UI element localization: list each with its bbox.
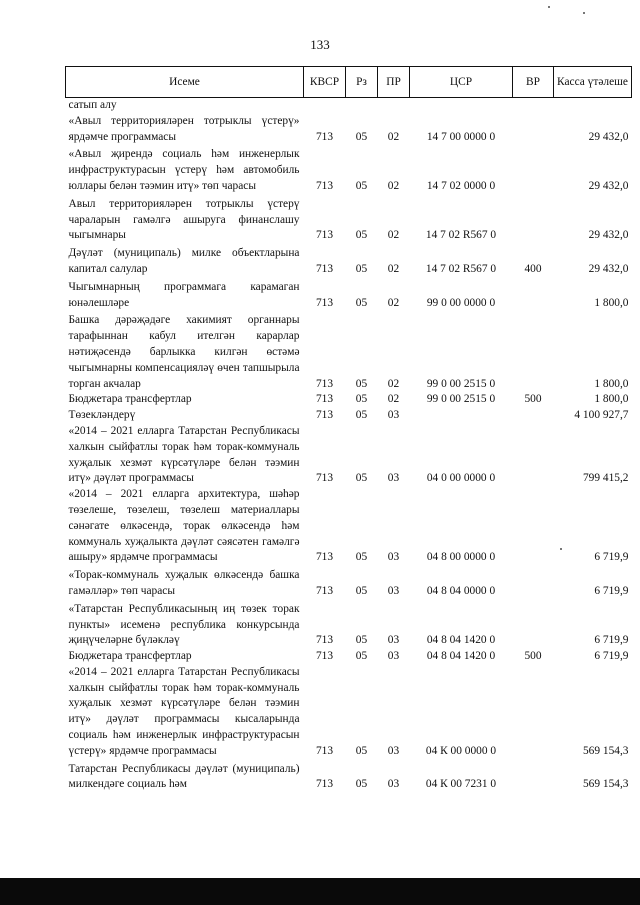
row-kvsr: 713	[315, 296, 334, 309]
row-name: Чыгымнарның программага карамаган юнәлешләре	[68, 280, 300, 309]
scan-artifact-mark	[548, 6, 550, 8]
row-vr	[513, 98, 554, 114]
row-csr: 04 8 04 1420 0	[426, 650, 496, 663]
row-csr: 14 7 02 R567 0	[425, 229, 497, 242]
row-kvsr: 713	[315, 551, 334, 564]
row-pr: 02	[387, 393, 400, 406]
row-amount: 6 719,9	[594, 650, 629, 663]
table-row	[66, 600, 632, 649]
row-vr: 500	[524, 650, 542, 663]
row-vr	[513, 487, 554, 566]
table-row	[66, 487, 632, 566]
row-vr	[513, 600, 554, 649]
row-kvsr: 713	[315, 634, 334, 647]
header-amount: Касса үтәлеше	[554, 67, 632, 98]
table-row	[66, 424, 632, 487]
row-rz	[346, 98, 378, 114]
row-rz: 05	[355, 584, 368, 597]
scan-artifact-mark	[583, 12, 585, 14]
row-amount: 29 432,0	[588, 130, 629, 143]
row-amount: 4 100 927,7	[574, 409, 629, 422]
row-rz: 05	[355, 650, 368, 663]
row-pr: 02	[387, 229, 400, 242]
row-csr: 99 0 00 2515 0	[426, 393, 496, 406]
header-kvsr: КВСР	[304, 67, 346, 98]
header-pr: ПР	[378, 67, 410, 98]
row-name: Дәүләт (муниципаль) милке объектларына капитал салулар	[68, 247, 300, 275]
row-kvsr: 713	[315, 472, 334, 485]
row-csr: 14 7 00 0000 0	[426, 130, 496, 143]
row-csr: 04 8 04 0000 0	[426, 584, 496, 597]
row-csr: 04 8 00 0000 0	[426, 551, 496, 564]
row-amount: 6 719,9	[594, 551, 629, 564]
row-name: «Авыл территорияләрен тотрыклы үстерү» ярдәмче программасы	[68, 114, 300, 143]
row-pr	[378, 98, 410, 114]
row-rz: 05	[355, 393, 368, 406]
table-row	[66, 665, 632, 760]
row-csr	[410, 98, 513, 114]
row-pr: 02	[387, 262, 400, 275]
row-kvsr: 713	[315, 179, 334, 192]
row-vr	[513, 424, 554, 487]
row-csr: 99 0 00 2515 0	[426, 377, 496, 390]
row-csr: 14 7 02 R567 0	[425, 262, 497, 275]
row-name: «2014 – 2021 елларга архитектура, шәһәр төзелеше, төзелеш, төзелеш материаллары сәнәгате өлкәсендә, торак өлкәсендә һәм коммуналь хуҗалыкта дәүләт сәясәтен гамәлгә ашыру» ярдәмче программасы	[68, 488, 300, 564]
row-vr: 400	[524, 262, 542, 275]
header-name: Исеме	[66, 67, 304, 98]
row-kvsr: 713	[315, 584, 334, 597]
table-header-row	[66, 67, 632, 98]
row-kvsr: 713	[315, 650, 334, 663]
row-pr: 02	[387, 377, 400, 390]
row-name: Төзекләндерү	[68, 409, 136, 422]
row-csr: 04 8 04 1420 0	[426, 634, 496, 647]
table-row	[66, 114, 632, 146]
row-amount: 1 800,0	[594, 393, 629, 406]
row-pr: 03	[387, 778, 400, 791]
row-amount: 6 719,9	[594, 584, 629, 597]
row-amount: 569 154,3	[582, 744, 629, 757]
row-amount: 569 154,3	[582, 778, 629, 791]
row-amount: 799 415,2	[582, 472, 629, 485]
row-csr: 99 0 00 0000 0	[426, 296, 496, 309]
row-rz: 05	[355, 778, 368, 791]
scan-bottom-border	[0, 878, 640, 905]
row-rz: 05	[355, 179, 368, 192]
table-row	[66, 649, 632, 665]
row-rz: 05	[355, 744, 368, 757]
row-kvsr: 713	[315, 778, 334, 791]
row-rz: 05	[355, 262, 368, 275]
row-rz: 05	[355, 130, 368, 143]
table-row	[66, 195, 632, 244]
row-rz: 05	[355, 229, 368, 242]
row-name: «2014 – 2021 елларга Татарстан Республикасы халкын сыйфатлы торак һәм торак-коммуналь хуҗалык хезмәт күрсәтүләре белән тәэмин итү» дәүләт программасы кысаларында социаль һәм инженерлык инфраструктурасын үстерү» ярдәмче программасы	[68, 665, 300, 757]
row-vr	[513, 566, 554, 600]
row-pr: 03	[387, 472, 400, 485]
row-vr	[513, 665, 554, 760]
row-pr: 03	[387, 584, 400, 597]
row-amount: 1 800,0	[594, 377, 629, 390]
row-name: «Авыл җирендә социаль һәм инженерлык инфраструктурасын үстерү һәм автомобиль юллары белән тәэмин итү» төп чарасы	[68, 148, 300, 192]
row-name: Башка дәрәҗәдәге хакимият органнары тарафыннан кабул ителгән карарлар нәтиҗәсендә барлыкка килгән өстәмә чыгымнарны компенсацияләү өчен тапшырыла торган акчалар	[68, 314, 300, 390]
header-csr: ЦСР	[410, 67, 513, 98]
row-rz: 05	[355, 472, 368, 485]
header-vr: ВР	[513, 67, 554, 98]
row-kvsr	[304, 98, 346, 114]
row-pr: 03	[387, 744, 400, 757]
row-pr: 03	[387, 650, 400, 663]
scan-artifact-mark	[560, 548, 562, 550]
row-amount	[554, 98, 632, 114]
header-rz: Рз	[346, 67, 378, 98]
row-rz: 05	[355, 634, 368, 647]
row-vr	[513, 145, 554, 194]
row-pr: 03	[387, 409, 400, 422]
row-name: «Торак-коммуналь хуҗалык өлкәсендә башка гамәлләр» төп чарасы	[68, 569, 300, 597]
table-row	[66, 408, 632, 424]
table-row	[66, 566, 632, 600]
row-kvsr: 713	[315, 229, 334, 242]
row-csr: 04 0 00 0000 0	[426, 472, 496, 485]
row-amount: 29 432,0	[588, 179, 629, 192]
row-amount: 29 432,0	[588, 262, 629, 275]
row-rz: 05	[355, 296, 368, 309]
row-name: «Татарстан Республикасының иң төзек торак пункты» исеменә республика конкурсында җиңүчеләрне бүләкләү	[68, 602, 300, 647]
table-row	[66, 145, 632, 194]
row-vr: 500	[524, 393, 542, 406]
budget-table	[65, 66, 632, 793]
row-csr	[410, 408, 513, 424]
row-pr: 02	[387, 179, 400, 192]
row-amount: 29 432,0	[588, 229, 629, 242]
row-csr: 04 К 00 7231 0	[425, 778, 497, 791]
row-rz: 05	[355, 551, 368, 564]
row-amount: 1 800,0	[594, 296, 629, 309]
row-name: Татарстан Республикасы дәүләт (муниципаль) милкендәге социаль һәм	[68, 762, 300, 791]
row-kvsr: 713	[315, 409, 334, 422]
row-kvsr: 713	[315, 262, 334, 275]
table-row	[66, 760, 632, 794]
table-row	[66, 311, 632, 392]
row-name: сатып алу	[68, 99, 117, 111]
row-name: Бюджетара трансфертлар	[68, 393, 192, 406]
row-vr	[513, 408, 554, 424]
row-csr: 04 К 00 0000 0	[425, 744, 497, 757]
row-kvsr: 713	[315, 377, 334, 390]
table-row	[66, 392, 632, 408]
table-row	[66, 98, 632, 114]
row-amount: 6 719,9	[594, 634, 629, 647]
row-csr: 14 7 02 0000 0	[426, 179, 496, 192]
row-vr	[513, 311, 554, 392]
row-pr: 02	[387, 296, 400, 309]
table-row	[66, 244, 632, 278]
row-name: Авыл территорияләрен тотрыклы үстерү чараларын гамәлгә ашыруга финанслашу чыгымнары	[68, 197, 300, 242]
row-vr	[513, 760, 554, 794]
row-vr	[513, 278, 554, 312]
row-pr: 03	[387, 551, 400, 564]
row-rz: 05	[355, 377, 368, 390]
row-rz: 05	[355, 409, 368, 422]
row-name: Бюджетара трансфертлар	[68, 650, 192, 663]
table-row	[66, 278, 632, 312]
row-name: «2014 – 2021 елларга Татарстан Республикасы халкын сыйфатлы торак һәм торак-коммуналь хуҗалык хезмәт күрсәтүләре белән тәэмин итү» дәүләт программасы	[68, 424, 300, 485]
row-kvsr: 713	[315, 393, 334, 406]
row-kvsr: 713	[315, 130, 334, 143]
row-vr	[513, 114, 554, 146]
row-vr	[513, 195, 554, 244]
page-number: 133	[310, 37, 330, 52]
row-pr: 03	[387, 634, 400, 647]
row-kvsr: 713	[315, 744, 334, 757]
row-pr: 02	[387, 130, 400, 143]
